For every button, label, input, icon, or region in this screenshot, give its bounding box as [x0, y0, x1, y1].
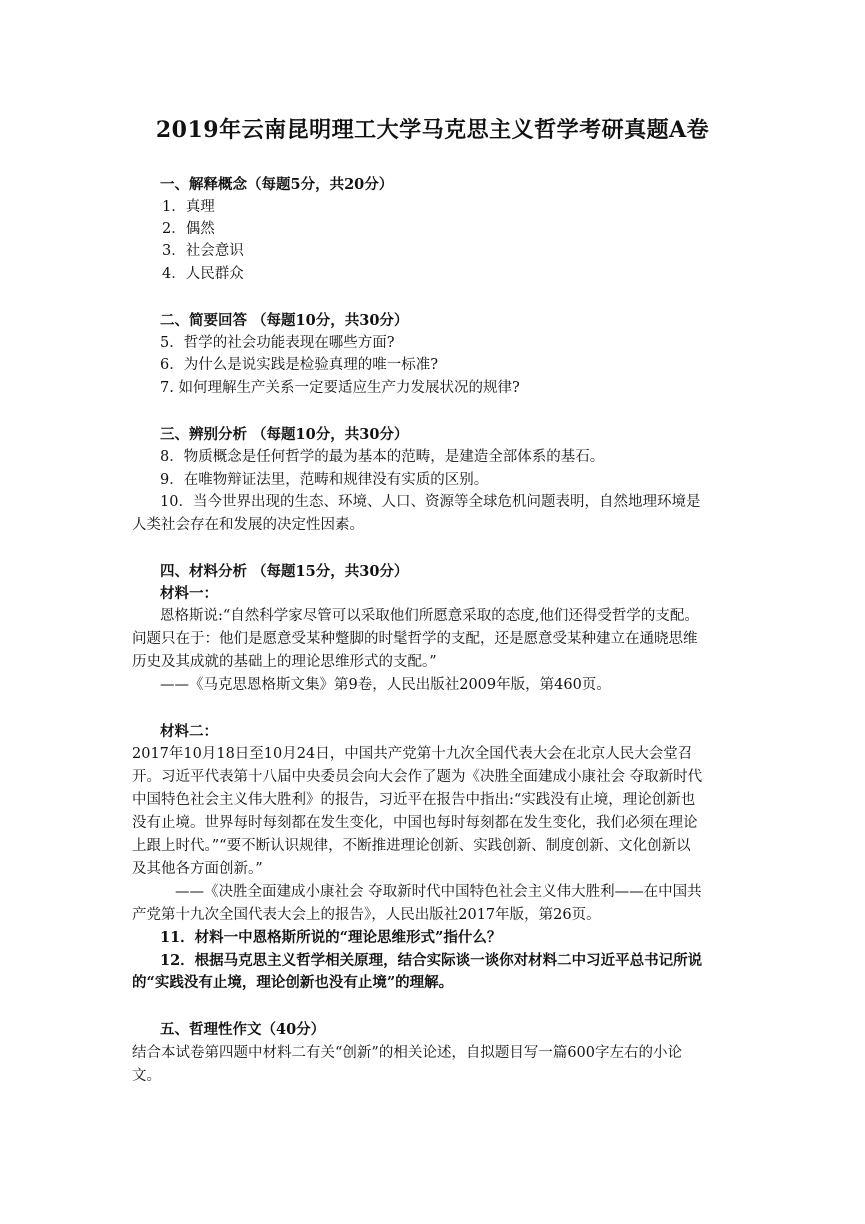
section-heading-4: 四、材料分析 （每题15分，共30分） [160, 563, 409, 580]
section-heading-5: 五、哲理性作文（40分） [160, 1021, 326, 1038]
question-11: 11．材料一中恩格斯所说的“理论思维形式”指什么？ [160, 929, 502, 946]
essay-instruction-line: 文。 [132, 1068, 161, 1084]
material-1-line: 历史及其成就的基础上的理论思维形式的支配。” [132, 654, 437, 670]
list-item: 7. 如何理解生产关系一定要适应生产力发展状况的规律? [160, 380, 520, 396]
question-12-continuation: 的“实践没有止境，理论创新也没有止境”的理解。 [132, 974, 454, 991]
material-2-line: 2017年10月18日至10月24日，中国共产党第十九次全国代表大会在北京人民大会堂召 [132, 746, 693, 762]
material-1-line: 问题只在于：他们是愿意受某种蹩脚的时髦哲学的支配，还是愿意受某种建立在通晓思维 [132, 631, 698, 647]
material-2-line: 没有止境。世界每时每刻都在发生变化，中国也每时每刻都在发生变化，我们必须在理论 [132, 815, 698, 831]
page-title: 2019年云南昆明理工大学马克思主义哲学考研真题A卷 [155, 117, 710, 143]
material-2-line: 中国特色社会主义伟大胜利》的报告，习近平在报告中指出:“实践没有止境，理论创新也 [132, 792, 696, 808]
essay-instruction-line: 结合本试卷第四题中材料二有关“创新”的相关论述，自拟题目写一篇600字左右的小论 [132, 1045, 682, 1061]
section-heading-3: 三、辨别分析 （每题10分，共30分） [160, 426, 409, 443]
material-1-line: 恩格斯说:“自然科学家尽管可以采取他们所愿意采取的态度,他们还得受哲学的支配。 [160, 608, 699, 624]
material-2-label: 材料二： [160, 723, 218, 740]
list-item: 4．人民群众 [162, 266, 244, 282]
material-2-source: ——《决胜全面建成小康社会 夺取新时代中国特色社会主义伟大胜利——在中国共 [175, 884, 702, 900]
list-item: 5．哲学的社会功能表现在哪些方面? [160, 335, 395, 351]
material-1-source: ——《马克思恩格斯文集》第9卷，人民出版社2009年版，第460页。 [160, 677, 611, 693]
material-1-label: 材料一： [160, 585, 218, 602]
question-12: 12．根据马克思主义哲学相关原理，结合实际谈一谈你对材料二中习近平总书记所说 [160, 952, 703, 969]
list-item: 2．偶然 [162, 221, 215, 237]
material-2-line: 开。习近平代表第十八届中央委员会向大会作了题为《决胜全面建成小康社会 夺取新时代 [132, 769, 703, 785]
material-2-source: 产党第十九次全国代表大会上的报告》，人民出版社2017年版，第26页。 [132, 907, 601, 923]
section-heading-2: 二、简要回答 （每题10分，共30分） [160, 312, 409, 329]
list-item: 6．为什么是说实践是检验真理的唯一标准? [160, 357, 438, 373]
list-item: 9．在唯物辩证法里，范畴和规律没有实质的区别。 [160, 472, 489, 488]
list-item: 3．社会意识 [162, 243, 244, 259]
material-2-line: 及其他各方面创新。” [132, 861, 263, 877]
section-heading-1: 一、解释概念（每题5分，共20分） [160, 176, 394, 193]
list-item: 1．真理 [162, 199, 215, 215]
list-item: 10．当今世界出现的生态、环境、人口、资源等全球危机问题表明，自然地理环境是 [160, 494, 701, 510]
material-2-line: 上跟上时代。”“要不断认识规律，不断推进理论创新、实践创新、制度创新、文化创新以 [132, 838, 691, 854]
list-item: 8．物质概念是任何哲学的最为基本的范畴，是建造全部体系的基石。 [160, 449, 605, 465]
list-item-continuation: 人类社会存在和发展的决定性因素。 [132, 517, 364, 533]
